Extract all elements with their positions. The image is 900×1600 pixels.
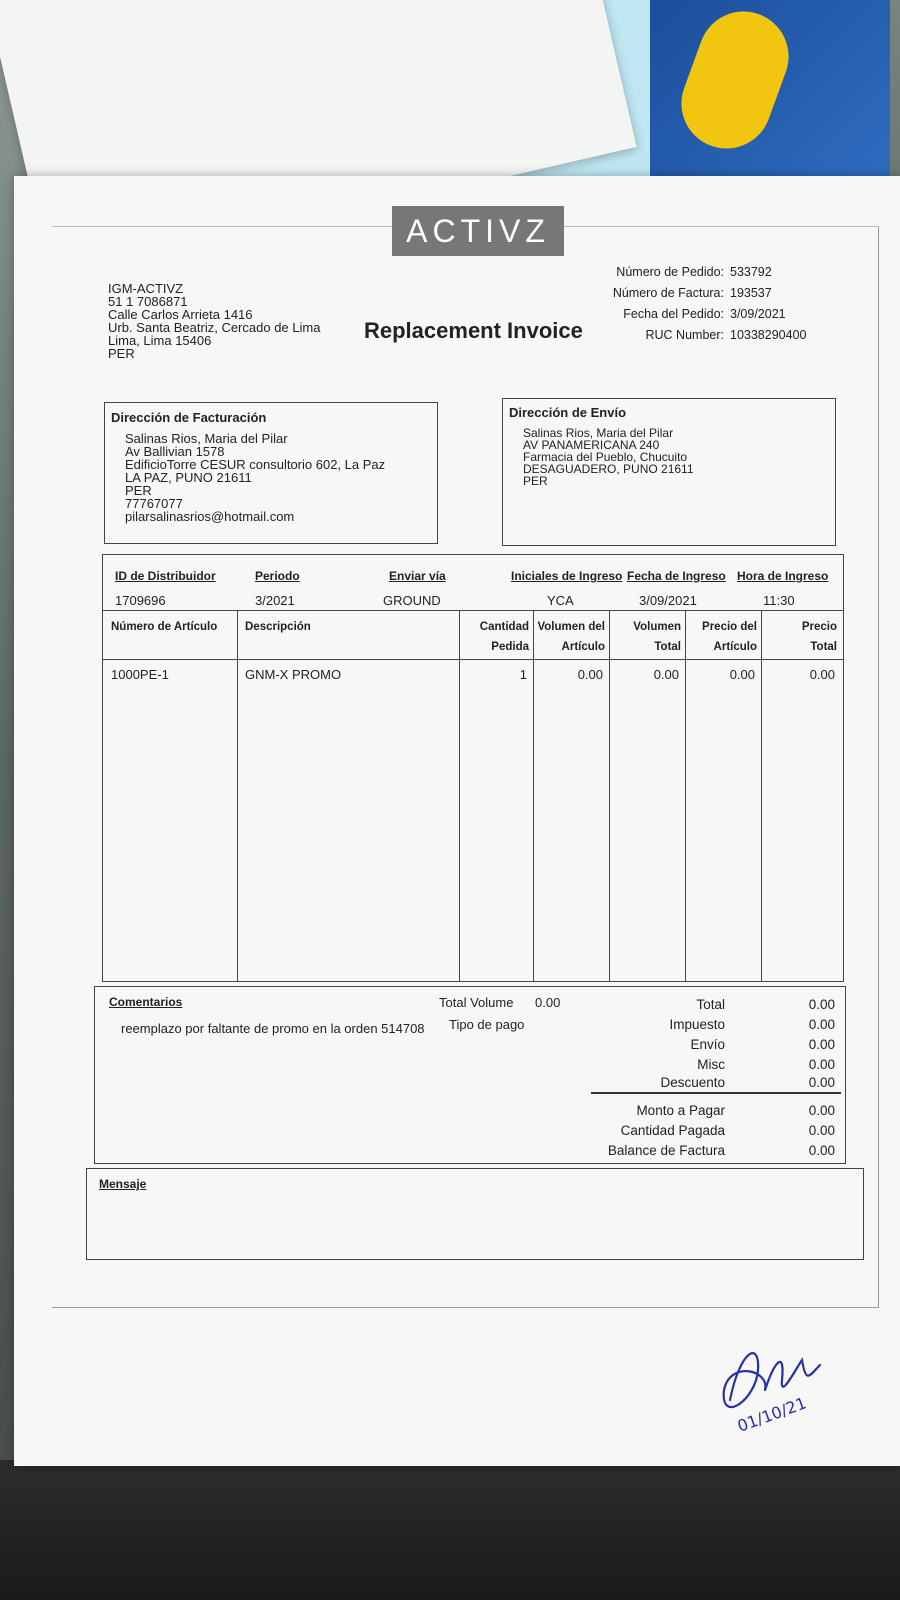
company-line: Calle Carlos Arrieta 1416 <box>108 307 253 322</box>
billing-heading: Dirección de Facturación <box>111 410 267 425</box>
package-yellow-badge <box>669 0 801 161</box>
billing-line: Salinas Rios, Maria del Pilar <box>125 431 288 446</box>
company-address <box>108 282 320 360</box>
total-volume-value: 0.00 <box>535 995 561 1010</box>
billing-line: PER <box>125 483 152 498</box>
message-heading: Mensaje <box>99 1177 147 1191</box>
cell-description: GNM-X PROMO <box>245 667 342 682</box>
column-header-total-price: Precio Total <box>801 621 837 653</box>
column-divider <box>533 610 534 981</box>
meta-value: 10338290400 <box>730 328 807 342</box>
background-dark-surface <box>0 1460 900 1600</box>
company-line: 51 1 7086871 <box>108 294 188 309</box>
company-line: Urb. Santa Beatriz, Cercado de Lima <box>108 320 321 335</box>
value-distributor-id: 1709696 <box>115 593 166 608</box>
shipping-line: Salinas Rios, Maria del Pilar <box>523 426 674 440</box>
column-header-description: Descripción <box>245 621 311 633</box>
company-line: IGM-ACTIVZ <box>108 281 184 296</box>
cell-qty: 1 <box>519 667 527 682</box>
meta-label: RUC Number: <box>645 328 724 342</box>
handwritten-signature <box>710 1330 850 1440</box>
totals-row: Cantidad Pagada 0.00 <box>620 1123 835 1138</box>
column-divider <box>685 610 686 981</box>
billing-line: 77767077 <box>125 496 183 511</box>
meta-value: 3/09/2021 <box>730 307 786 321</box>
column-header-item-volume: Volumen del Artículo <box>537 621 605 653</box>
shipping-heading: Dirección de Envío <box>509 405 627 420</box>
column-divider <box>237 610 238 981</box>
comments-text: reemplazo por faltante de promo en la orden 514708 <box>121 1021 425 1036</box>
company-line: Lima, Lima 15406 <box>108 333 212 348</box>
meta-value: 193537 <box>730 286 772 300</box>
column-header-item-price: Precio del Artículo <box>702 621 757 653</box>
totals-row: Impuesto 0.00 <box>669 1017 835 1032</box>
cell-sku: 1000PE-1 <box>111 667 169 682</box>
column-header-qty: Cantidad Pedida <box>479 621 529 653</box>
header-period: Periodo <box>255 569 300 583</box>
value-period: 3/2021 <box>255 593 295 608</box>
billing-line: Av Ballivian 1578 <box>125 444 225 459</box>
comments-totals-box <box>94 986 846 1164</box>
value-entry-initials: YCA <box>547 593 574 608</box>
column-divider <box>761 610 762 981</box>
invoice-meta <box>574 262 806 346</box>
meta-label: Fecha del Pedido: <box>623 307 724 321</box>
background-blue-package <box>650 0 890 180</box>
totals-row: Monto a Pagar 0.00 <box>636 1103 835 1118</box>
total-volume-label: Total Volume <box>439 995 514 1010</box>
items-table <box>102 554 844 982</box>
totals-row: Descuento 0.00 <box>660 1075 835 1090</box>
shipping-line: Farmacia del Pueblo, Chucuito <box>523 450 688 464</box>
billing-address-box <box>104 402 438 544</box>
header-entry-date: Fecha de Ingreso <box>627 569 726 583</box>
header-entry-initials: Iniciales de Ingreso <box>511 569 623 583</box>
totals-divider <box>591 1092 841 1094</box>
company-logo: ACTIVZ <box>392 206 564 256</box>
item-header-divider <box>103 659 843 660</box>
column-divider <box>609 610 610 981</box>
shipping-address-box <box>502 398 836 546</box>
meta-label: Número de Pedido: <box>616 265 724 279</box>
billing-line: EdificioTorre CESUR consultorio 602, La Paz <box>125 457 386 472</box>
totals-row: Envío 0.00 <box>690 1037 835 1052</box>
column-header-sku: Número de Artículo <box>111 621 218 633</box>
company-line: PER <box>108 346 135 361</box>
column-header-total-volume: Volumen Total <box>633 621 681 653</box>
shipping-line: PER <box>523 474 548 488</box>
meta-value: 533792 <box>730 265 772 279</box>
payment-type-label: Tipo de pago <box>449 1017 525 1032</box>
column-divider <box>459 610 460 981</box>
header-distributor-id: ID de Distribuidor <box>115 569 216 583</box>
value-ship-via: GROUND <box>383 593 441 608</box>
message-box <box>86 1168 864 1260</box>
totals-row: Balance de Factura 0.00 <box>607 1143 835 1158</box>
totals-row: Total 0.00 <box>696 997 835 1012</box>
header-entry-time: Hora de Ingreso <box>737 569 829 583</box>
shipping-line: DESAGUADERO, PUNO 21611 <box>523 462 694 476</box>
order-info-divider <box>103 610 843 611</box>
cell-total-volume: 0.00 <box>653 667 679 682</box>
header-ship-via: Enviar vía <box>389 569 446 583</box>
value-entry-date: 3/09/2021 <box>639 593 697 608</box>
invoice-title: Replacement Invoice <box>364 318 583 343</box>
comments-heading: Comentarios <box>109 995 183 1009</box>
signature-date: 01/10/21 <box>734 1393 809 1436</box>
totals-row: Misc 0.00 <box>697 1057 835 1072</box>
meta-label: Número de Factura: <box>612 286 724 300</box>
cell-item-price: 0.00 <box>729 667 755 682</box>
cell-total-price: 0.00 <box>809 667 835 682</box>
shipping-line: AV PANAMERICANA 240 <box>523 438 660 452</box>
invoice-paper <box>14 176 900 1466</box>
cell-item-volume: 0.00 <box>577 667 603 682</box>
value-entry-time: 11:30 <box>763 593 795 608</box>
billing-line: LA PAZ, PUNO 21611 <box>125 470 252 485</box>
billing-line: pilarsalinasrios@hotmail.com <box>125 509 295 524</box>
